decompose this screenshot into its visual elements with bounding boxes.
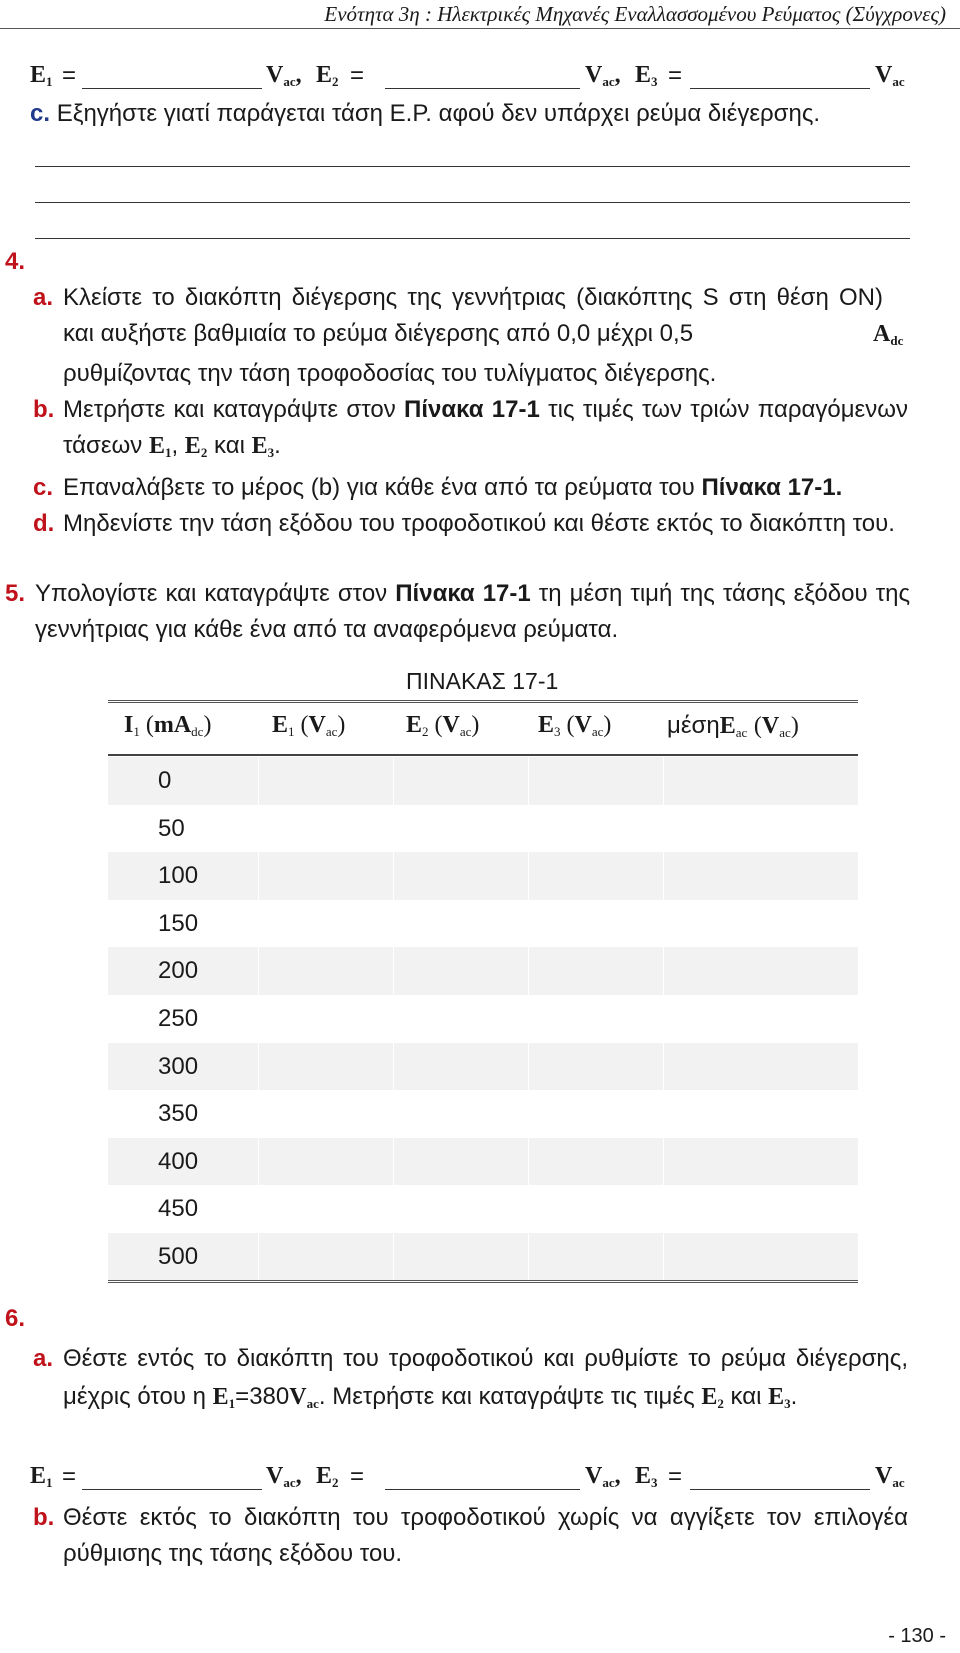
table-row xyxy=(108,1043,858,1091)
q6a-text: Θέστε εντός το διακόπτη του τροφοδοτικού και ρυθμίστε το ρεύμα διέγερσης, μέχρις ότου η $E_1=380V_{ac}$. Μετρήστε και καταγράψτε τις τιμές $E_2$ και $E_3$. xyxy=(63,1345,908,1411)
q4a-text: Κλείστε το διακόπτη διέγερσης της γεννήτριας (διακόπτης S στη θέση ON) και αυξήστε βαθμιαία το ρεύμα διέγερσης από 0,0 μέχρι 0,5 xyxy=(63,284,883,347)
cell-divider xyxy=(528,947,529,995)
q4c-text: Επαναλάβετε το μέρος (b) για κάθε ένα από τα ρεύματα του Πίνακα 17-1. xyxy=(63,474,843,501)
q4d-text: Μηδενίστε την τάση εξόδου του τροφοδοτικού και θέστε εκτός το διακόπτη του. xyxy=(63,510,895,537)
item-marker-4a: a. xyxy=(33,284,54,311)
cell-divider xyxy=(528,900,529,948)
e1-label: $E_1$ xyxy=(30,62,53,89)
cell-divider xyxy=(393,1043,394,1091)
item-marker-4b: b. xyxy=(33,396,55,423)
item-marker: c. xyxy=(30,100,51,127)
cell-divider xyxy=(393,805,394,853)
e1-label: $E_1$ xyxy=(30,1463,53,1490)
table-row xyxy=(108,1233,858,1281)
table-row xyxy=(108,757,858,805)
q5-text: Υπολογίστε και καταγράψτε στον Πίνακα 17-1 τη μέση τιμή της τάσης εξόδου της γεννήτριας για κάθε ένα από τα αναφερόμενα ρεύματα. xyxy=(35,580,911,643)
q4a-text-end: ρυθμίζοντας την τάση τροφοδοσίας του τυλίγματος διέγερσης. xyxy=(63,360,717,387)
measurement-row-1: $E_1$ = $V_{ac}$, $E_2$ = $V_{ac}$, $E_3$ = $V_{ac}$ xyxy=(30,62,905,89)
e3-blank[interactable] xyxy=(690,1489,870,1490)
cell-divider xyxy=(393,947,394,995)
page-number: - 130 - xyxy=(888,1625,946,1647)
answer-line-3[interactable] xyxy=(35,238,910,239)
item-marker-6b: b. xyxy=(33,1504,55,1531)
vac-unit: $V_{ac}$ xyxy=(875,1463,905,1490)
item-marker-6a: a. xyxy=(33,1345,54,1372)
current-value: 50 xyxy=(158,814,185,842)
cell-divider xyxy=(393,1185,394,1233)
current-value: 100 xyxy=(158,862,199,890)
cell-divider xyxy=(258,805,259,853)
current-value: 300 xyxy=(158,1052,199,1080)
table-bottom-rule xyxy=(108,1280,858,1283)
e2-blank[interactable] xyxy=(385,1489,580,1490)
cell-divider xyxy=(258,852,259,900)
current-value: 350 xyxy=(158,1100,199,1128)
question-number-6: 6. xyxy=(5,1305,26,1332)
q3c-item xyxy=(30,96,910,132)
cell-divider xyxy=(393,1138,394,1186)
table-row xyxy=(108,1090,858,1138)
cell-divider xyxy=(528,805,529,853)
answer-line-2[interactable] xyxy=(35,202,910,203)
cell-divider xyxy=(663,1233,664,1281)
cell-divider xyxy=(663,947,664,995)
table-caption: ΠΙΝΑΚΑΣ 17-1 xyxy=(406,668,559,694)
e2-blank[interactable] xyxy=(385,88,580,89)
item-marker-4c: c. xyxy=(33,474,54,501)
table-row xyxy=(108,852,858,900)
cell-divider xyxy=(528,757,529,805)
table-row xyxy=(108,900,858,948)
cell-divider xyxy=(528,995,529,1043)
item-marker-4d: d. xyxy=(33,510,55,537)
col-header-e3: $E_3$ $(V_{ac})$ xyxy=(538,712,612,739)
cell-divider xyxy=(393,852,394,900)
table-row xyxy=(108,1138,858,1186)
table-row xyxy=(108,995,858,1043)
e3-label: $E_3$ xyxy=(635,1463,658,1490)
cell-divider xyxy=(663,852,664,900)
cell-divider xyxy=(528,1185,529,1233)
e3-blank[interactable] xyxy=(690,88,870,89)
cell-divider xyxy=(258,947,259,995)
cell-divider xyxy=(663,1043,664,1091)
e2-label: $E_2$ xyxy=(316,62,339,89)
cell-divider xyxy=(663,900,664,948)
col-header-mean: μέσηE$_{ac}$ $(V_{ac})$ xyxy=(667,712,799,740)
cell-divider xyxy=(258,900,259,948)
cell-divider xyxy=(663,995,664,1043)
table-row xyxy=(108,805,858,853)
vac-unit: $V_{ac}$ xyxy=(875,62,905,89)
vac-unit: $V_{ac}$, xyxy=(585,62,621,89)
question-number-4: 4. xyxy=(5,248,26,275)
header-bottom-rule xyxy=(108,754,858,756)
cell-divider xyxy=(528,1090,529,1138)
running-header: Ενότητα 3η : Ηλεκτρικές Μηχανές Εναλλασσομένου Ρεύματος (Σύγχρονες) xyxy=(324,2,946,26)
cell-divider xyxy=(258,757,259,805)
cell-divider xyxy=(258,995,259,1043)
cell-divider xyxy=(663,805,664,853)
vac-unit: $V_{ac}$, xyxy=(266,1463,302,1490)
col-header-current: $I_1$ $(mA_{dc})$ xyxy=(124,712,212,739)
col-header-e2: $E_2$ $(V_{ac})$ xyxy=(406,712,480,739)
e1-blank[interactable] xyxy=(82,88,262,89)
e3-label: $E_3$ xyxy=(635,62,658,89)
table-row xyxy=(108,947,858,995)
cell-divider xyxy=(528,1233,529,1281)
current-value: 200 xyxy=(158,957,199,985)
cell-divider xyxy=(393,900,394,948)
cell-divider xyxy=(258,1138,259,1186)
col-header-e1: $E_1$ $(V_{ac})$ xyxy=(272,712,346,739)
cell-divider xyxy=(393,995,394,1043)
cell-divider xyxy=(528,852,529,900)
current-value: 450 xyxy=(158,1195,199,1223)
cell-divider xyxy=(258,1185,259,1233)
header-rule xyxy=(0,28,960,29)
answer-line-1[interactable] xyxy=(35,166,910,167)
e1-blank[interactable] xyxy=(82,1489,262,1490)
question-number-5: 5. xyxy=(5,580,26,607)
cell-divider xyxy=(528,1043,529,1091)
q4b-text: Μετρήστε και καταγράψτε στον Πίνακα 17-1 τις τιμές των τριών παραγόμενων τάσεων $E_1$, $E_2$ και $E_3$. xyxy=(63,396,908,460)
cell-divider xyxy=(663,1090,664,1138)
cell-divider xyxy=(393,757,394,805)
e2-label: $E_2$ xyxy=(316,1463,339,1490)
current-value: 250 xyxy=(158,1005,199,1032)
q6b-text: Θέστε εκτός το διακόπτη του τροφοδοτικού χωρίς να αγγίξετε τον επιλογέα ρύθμισης της τάσης εξόδου του. xyxy=(63,1504,908,1567)
current-value: 400 xyxy=(158,1147,199,1175)
table-row xyxy=(108,1185,858,1233)
cell-divider xyxy=(663,757,664,805)
current-value: 500 xyxy=(158,1243,199,1270)
vac-unit: $V_{ac}$, xyxy=(266,62,302,89)
vac-unit: $V_{ac}$, xyxy=(585,1463,621,1490)
cell-divider xyxy=(663,1138,664,1186)
measurement-row-2: $E_1$ = $V_{ac}$, $E_2$ = $V_{ac}$, $E_3$ = $V_{ac}$ xyxy=(30,1463,905,1490)
cell-divider xyxy=(528,1138,529,1186)
cell-divider xyxy=(258,1090,259,1138)
cell-divider xyxy=(258,1233,259,1281)
cell-divider xyxy=(663,1185,664,1233)
current-value: 150 xyxy=(158,909,199,937)
cell-divider xyxy=(393,1090,394,1138)
current-value: 0 xyxy=(158,767,172,794)
q3c-text: Εξηγήστε γιατί παράγεται τάση Ε.Ρ. αφού δεν υπάρχει ρεύμα διέγερσης. xyxy=(56,100,821,127)
adc-unit: $A_{dc}$ xyxy=(873,321,904,348)
cell-divider xyxy=(393,1233,394,1281)
cell-divider xyxy=(258,1043,259,1091)
table-top-rule xyxy=(108,700,858,703)
